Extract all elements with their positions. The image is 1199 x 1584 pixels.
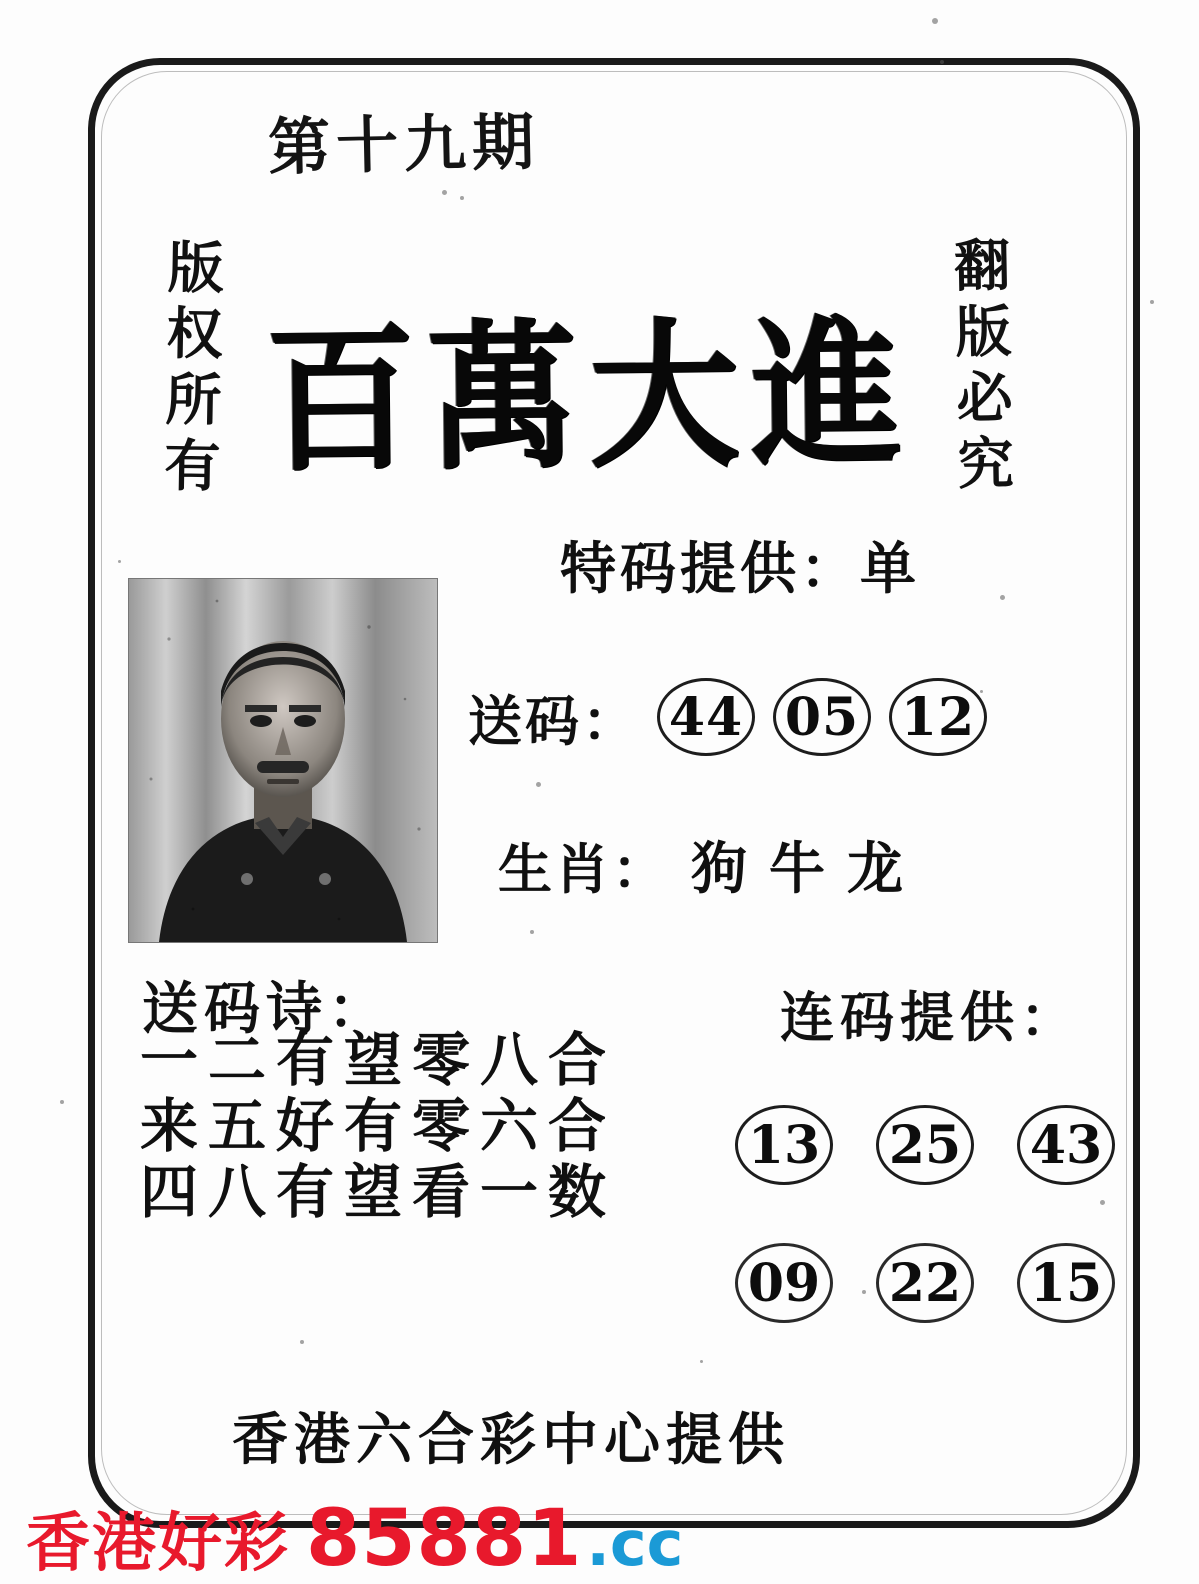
lian-ball-1: 13 [735,1105,833,1185]
lian-ball-4: 09 [735,1243,833,1323]
send-code-ball-1: 44 [657,678,755,756]
watermark-cn-text: 香港好彩 [26,1507,290,1581]
zodiac-animal-2: 牛 [769,836,825,902]
paper-speck [530,930,534,934]
send-code-row [468,678,987,756]
lian-ball-5: 22 [876,1243,974,1323]
paper-speck [932,18,938,24]
lian-ma-grid [735,1105,1115,1381]
special-code-line: 特码提供：单 [560,536,920,602]
paper-speck [536,782,541,787]
poem-lines [140,1027,616,1225]
page-title: 百萬大進 [264,299,915,494]
poem-line-1: 一二有望零八合 [140,1026,617,1094]
paper-speck [460,196,464,200]
send-code-ball-2: 05 [773,678,871,756]
paper-speck [940,60,944,64]
portrait-photo [128,578,438,943]
paper-speck [980,690,983,693]
lian-ball-2: 25 [876,1105,974,1185]
paper-speck [300,1340,304,1344]
lian-ball-6: 15 [1017,1243,1115,1323]
lian-ma-title: 连码提供： [780,985,1080,1049]
send-code-label: 送码： [468,688,639,753]
paper-speck [1150,300,1154,304]
watermark [26,1492,683,1584]
issue-number: 第十九期 [267,105,541,184]
paper-speck [700,1360,703,1363]
paper-speck [442,190,447,195]
portrait-image [129,579,437,942]
zodiac-animal-3: 龙 [847,836,903,902]
poem-line-2: 来五好有零六合 [140,1092,617,1160]
lian-ball-3: 43 [1017,1105,1115,1185]
poem-title: 送码诗： [142,976,390,1042]
poem-line-3: 四八有望看一数 [140,1158,617,1226]
copyright-left-text: 版权所有 [154,237,226,503]
watermark-number: 85881 [306,1494,583,1584]
paper-speck [118,560,121,563]
zodiac-label: 生肖： [498,836,669,901]
paper-speck [862,1290,866,1294]
watermark-tld: .cc [586,1507,684,1580]
paper-speck [60,1100,64,1104]
zodiac-row [498,825,903,905]
lian-ma-row-2 [735,1243,1115,1323]
send-code-ball-3: 12 [889,678,987,756]
paper-speck [1000,595,1005,600]
footer-provider: 香港六合彩中心提供 [232,1407,790,1473]
paper-speck [1100,1200,1105,1205]
copyright-right-text: 翻版必究 [944,235,1016,501]
zodiac-animal-1: 狗 [691,836,747,902]
lian-ma-row-1 [735,1105,1115,1185]
